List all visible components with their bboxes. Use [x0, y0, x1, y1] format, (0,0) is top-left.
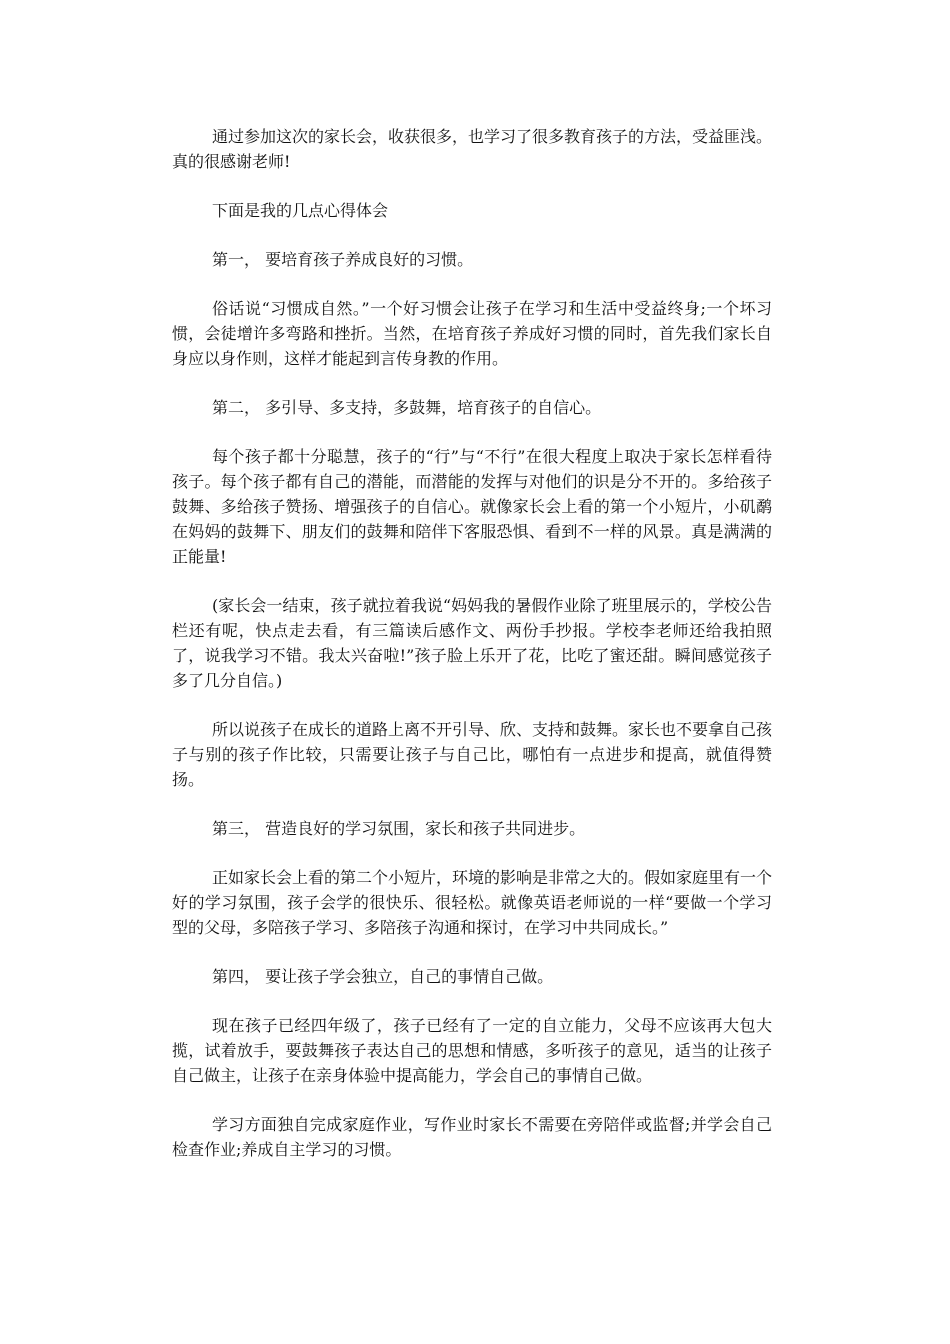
paragraph-habits: 俗话说“习惯成自然。”一个好习惯会让孩子在学习和生活中受益终身;一个坏习惯，会徒增许多弯路和挫折。当然，在培育孩子养成好习惯的同时，首先我们家长自身应以身作则，这样才能起到言传身教的作用。: [172, 299, 772, 368]
section-heading-fourth: 第四， 要让孩子学会独立，自己的事情自己做。: [212, 967, 554, 986]
paragraph-intro: 通过参加这次的家长会，收获很多，也学习了很多教育孩子的方法，受益匪浅。真的很感谢老师!: [172, 127, 773, 171]
paragraph-support: 所以说孩子在成长的道路上离不开引导、欣、支持和鼓舞。家长也不要拿自己孩子与别的孩子作比较，只需要让孩子与自己比，哪怕有一点进步和提高，就值得赞扬。: [172, 720, 773, 789]
document-page: [172, 124, 772, 1186]
paragraph-homework: 学习方面独自完成家庭作业，写作业时家长不需要在旁陪伴或监督;并学会自己检查作业;养成自主学习的习惯。: [172, 1115, 772, 1159]
paragraph-subtitle: 下面是我的几点心得体会: [212, 201, 389, 220]
section-heading-third: 第三， 营造良好的学习氛围，家长和孩子共同进步。: [212, 819, 586, 838]
paragraph-atmosphere: 正如家长会上看的第二个小短片，环境的影响是非常之大的。假如家庭里有一个好的学习氛围，孩子会学的很快乐、很轻松。就像英语老师说的一样“要做一个学习型的父母，多陪孩子学习、多陪孩子沟通和探讨，在学习中共同成长。”: [172, 868, 773, 937]
paragraph-anecdote: (家长会一结束，孩子就拉着我说“妈妈我的暑假作业除了班里展示的，学校公告栏还有呢，快点走去看，有三篇读后感作文、两份手抄报。学校李老师还给我拍照了，说我学习不错。我太兴奋啦!”孩子脸上乐开了花，比吃了蜜还甜。瞬间感觉孩子多了几分自信。): [172, 596, 772, 690]
paragraph-confidence: 每个孩子都十分聪慧，孩子的“行”与“不行”在很大程度上取决于家长怎样看待孩子。每个孩子都有自己的潜能，而潜能的发挥与对他们的识是分不开的。多给孩子鼓舞、多给孩子赞扬、增强孩子的自信心。就像家长会上看的第一个小短片，小矶鹬在妈妈的鼓舞下、朋友们的鼓舞和陪伴下客服恐惧、看到不一样的风景。真是满满的正能量!: [172, 447, 772, 566]
section-heading-first: 第一， 要培育孩子养成良好的习惯。: [212, 250, 474, 269]
paragraph-independence: 现在孩子已经四年级了，孩子已经有了一定的自立能力，父母不应该再大包大揽，试着放手，要鼓舞孩子表达自己的思想和情感，多听孩子的意见，适当的让孩子自己做主，让孩子在亲身体验中提高能力，学会自己的事情自己做。: [172, 1016, 772, 1085]
section-heading-second: 第二， 多引导、多支持，多鼓舞，培育孩子的自信心。: [212, 398, 602, 417]
